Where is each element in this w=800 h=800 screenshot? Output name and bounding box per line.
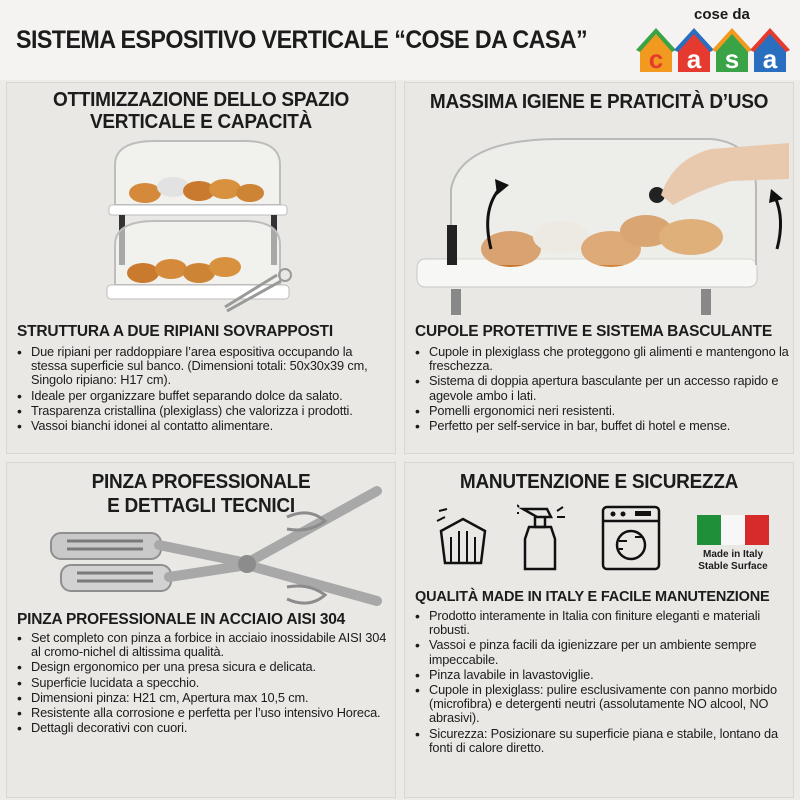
panel-title-line1: MASSIMA IGIENE E PRATICITÀ D’USO [429,91,769,113]
list-item: • Trasparenza cristallina (plexiglass) che valorizza i prodotti. [15,404,391,418]
header-bar [0,0,800,80]
flag-caption-line2: Stable Surface [698,561,768,572]
list-item: • Dettagli decorativi con cuori. [15,721,391,735]
logo-letter-2: a [686,44,702,74]
panel-subheading: CUPOLE PROTETTIVE E SISTEMA BASCULANTE [415,323,772,340]
panel-title-line1: OTTIMIZZAZIONE DELLO SPAZIO [53,89,349,111]
spray-bottle-icon [517,503,567,573]
list-item: • Resistente alla corrosione e perfetta per l’uso intensivo Horeca. [15,706,391,720]
list-item: • Vassoi e pinza facili da igienizzare per un ambiente sempre impeccabile. [413,638,789,666]
list-item: • Design ergonomico per una presa sicura e delicata. [15,660,391,674]
brand-logo [632,4,792,76]
bullet-list [413,609,789,756]
tongs-image [47,477,387,607]
logo-top-text: cose da [694,6,750,23]
panel-subheading: STRUTTURA A DUE RIPIANI SOVRAPPOSTI [17,323,333,340]
panel-tongs [6,462,396,798]
list-item: • Sistema di doppia apertura basculante per un accesso rapido e agevole ambo i lati. [413,374,789,402]
hand-cloth-icon [433,501,493,571]
list-item: • Cupole in plexiglass che proteggono gli alimenti e mantengono la freschezza. [413,345,789,373]
italian-flag-icon [697,515,769,545]
panel-vertical-space [6,82,396,454]
list-item: • Superficie lucidata a specchio. [15,676,391,690]
panel-hygiene [404,82,794,454]
list-item: • Ideale per organizzare buffet separando dolce da salato. [15,389,391,403]
list-item: • Cupole in plexiglass: pulire esclusivamente con panno morbido (microfibra) e detergenti neutri (assolutamente NO alcool, NO abrasivi). [413,683,789,726]
panel-subheading: QUALITÀ MADE IN ITALY E FACILE MANUTENZIONE [415,589,770,605]
panel-title-line2: VERTICALE E CAPACITÀ [90,111,312,133]
list-item: • Vassoi bianchi idonei al contatto alimentare. [15,419,391,433]
panel-subheading: PINZA PROFESSIONALE IN ACCIAIO AISI 304 [17,611,346,628]
list-item: • Sicurezza: Posizionare su superficie piana e stabile, lontano da fonti di calore diretto. [413,727,789,755]
bullet-list [413,345,789,434]
panel-title-line1: MANUTENZIONE E SICUREZZA [459,471,739,493]
panel-title-line1: PINZA PROFESSIONALE [91,471,311,493]
logo-house-icons [632,20,792,76]
panel-maintenance [404,462,794,798]
page-title: SISTEMA ESPOSITIVO VERTICALE “COSE DA CASA” [16,26,588,54]
list-item: • Set completo con pinza a forbice in acciaio inossidabile AISI 304 al cromo-nichel di altissima qualità. [15,631,391,659]
list-item: • Prodotto interamente in Italia con finiture eleganti e materiali robusti. [413,609,789,637]
dishwasher-icon [599,503,663,573]
list-item: • Pinza lavabile in lavastoviglie. [413,668,789,682]
logo-letter-4: a [762,44,778,74]
list-item: • Dimensioni pinza: H21 cm, Apertura max 10,5 cm. [15,691,391,705]
logo-letter-1: c [648,44,664,74]
logo-letter-3: s [724,44,740,74]
bullet-list [15,631,391,736]
list-item: • Due ripiani per raddoppiare l’area espositiva occupando la stessa superficie sul banco. (Dimensioni totali: 50x30x39 cm, Singolo ripiano: H17 cm). [15,345,391,388]
panel-title-line2: E DETTAGLI TECNICI [107,495,295,517]
flag-caption-line1: Made in Italy [702,549,763,560]
bullet-list [15,345,391,434]
list-item: • Pomelli ergonomici neri resistenti. [413,404,789,418]
two-tier-display-image [95,135,305,315]
list-item: • Perfetto per self-service in bar, buffet di hotel e mense. [413,419,789,433]
dome-display-image [411,119,789,315]
